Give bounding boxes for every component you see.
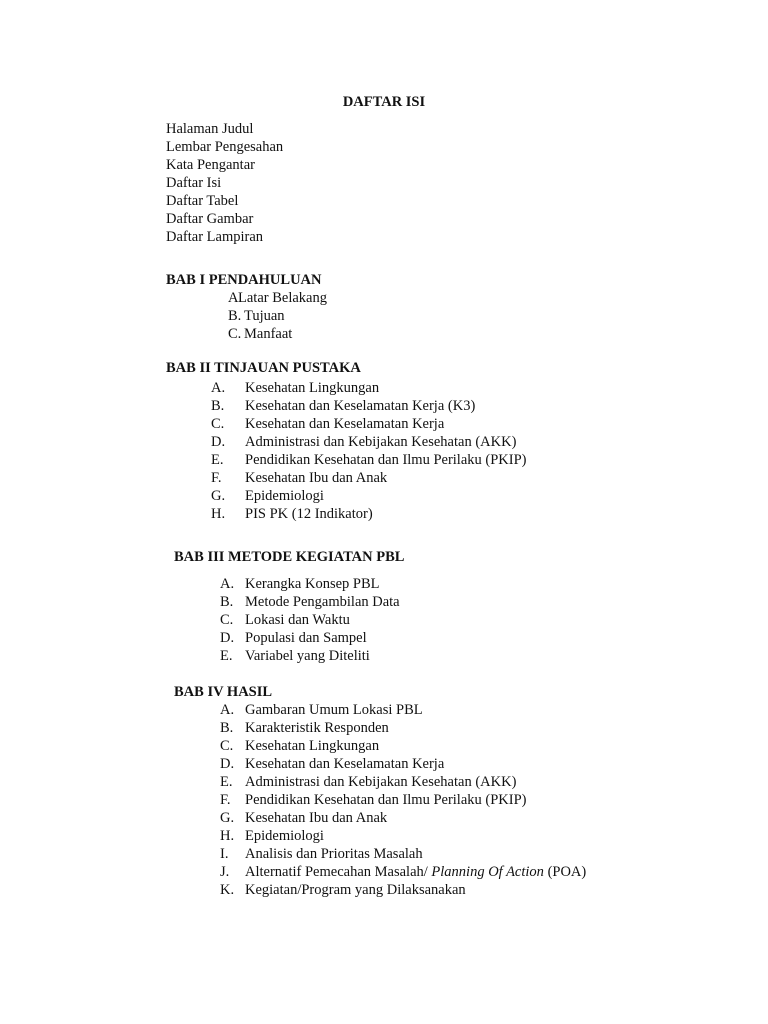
list-item: [211, 469, 526, 487]
item-letter: H.: [211, 506, 226, 522]
item-letter: G.: [220, 810, 235, 826]
list-item: [211, 415, 526, 433]
item-letter: C.: [211, 416, 225, 432]
item-letter: K.: [220, 882, 235, 898]
list-item: [228, 325, 327, 343]
list-item: [211, 379, 526, 397]
item-text: Karakteristik Responden: [245, 720, 389, 736]
item-letter: B.: [220, 720, 234, 736]
front-matter-item: Daftar Gambar: [166, 211, 254, 227]
item-letter: H.: [220, 828, 235, 844]
item-letter: A.: [211, 380, 226, 396]
item-text: Kesehatan dan Keselamatan Kerja: [245, 416, 445, 432]
list-item: [211, 487, 526, 505]
item-text: PIS PK (12 Indikator): [245, 506, 373, 522]
chapter-heading: BAB III METODE KEGIATAN PBL: [174, 549, 405, 565]
item-letter: B.: [228, 308, 242, 324]
item-letter: A.: [220, 702, 235, 718]
list-item: [220, 845, 586, 863]
list-item: [211, 451, 526, 469]
list-item: [220, 863, 586, 881]
item-letter: J.: [220, 864, 230, 880]
front-matter-list: [166, 120, 283, 246]
item-letter: F.: [220, 792, 231, 808]
item-text: Tujuan: [244, 308, 285, 324]
item-letter: I.: [220, 846, 229, 862]
item-letter: B.: [211, 398, 225, 414]
item-text: Variabel yang Diteliti: [245, 648, 370, 664]
item-text: Latar Belakang: [238, 290, 327, 306]
item-text: Kesehatan dan Keselamatan Kerja (K3): [245, 398, 476, 414]
item-text: [245, 863, 586, 881]
chapter-heading: BAB I PENDAHULUAN: [166, 272, 322, 288]
list-item: [220, 611, 400, 629]
front-matter-item: Daftar Lampiran: [166, 229, 264, 245]
list-item: [220, 827, 586, 845]
chapter-items: [220, 575, 400, 665]
item-text: Kesehatan dan Keselamatan Kerja: [245, 756, 445, 772]
item-letter: E.: [211, 452, 224, 468]
item-text: Administrasi dan Kebijakan Kesehatan (AKK): [245, 434, 517, 450]
front-matter-item: Daftar Tabel: [166, 193, 239, 209]
item-letter: C.: [220, 612, 234, 628]
item-text-italic: Planning Of Action: [431, 864, 544, 880]
page-title: DAFTAR ISI: [342, 94, 426, 110]
item-text: Kegiatan/Program yang Dilaksanakan: [245, 882, 466, 898]
list-item: [211, 397, 526, 415]
item-text: Metode Pengambilan Data: [245, 594, 400, 610]
list-item: [220, 809, 586, 827]
item-text: Gambaran Umum Lokasi PBL: [245, 702, 423, 718]
front-matter-item: Daftar Isi: [166, 175, 222, 191]
item-letter: G.: [211, 488, 226, 504]
item-letter: D.: [220, 756, 235, 772]
item-text: Administrasi dan Kebijakan Kesehatan (AKK): [245, 774, 517, 790]
item-text: Kesehatan Lingkungan: [245, 738, 380, 754]
list-item: [220, 629, 400, 647]
item-text: Manfaat: [244, 326, 293, 342]
list-item: [220, 755, 586, 773]
front-matter-item: Kata Pengantar: [166, 157, 255, 173]
list-item: [220, 773, 586, 791]
item-letter: E.: [220, 648, 233, 664]
item-text: Kesehatan Ibu dan Anak: [245, 470, 388, 486]
list-item: [220, 647, 400, 665]
list-item: [220, 737, 586, 755]
list-item: [228, 289, 327, 307]
list-item: [220, 719, 586, 737]
item-letter: A.: [228, 290, 243, 306]
list-item: [220, 575, 400, 593]
item-text: Epidemiologi: [245, 488, 324, 504]
chapter-items: [211, 379, 526, 523]
item-text-suffix: (POA): [543, 864, 587, 880]
item-letter: D.: [211, 434, 226, 450]
item-letter: B.: [220, 594, 234, 610]
item-letter: C.: [220, 738, 234, 754]
front-matter-item: Lembar Pengesahan: [166, 139, 284, 155]
item-text: Pendidikan Kesehatan dan Ilmu Perilaku (PKIP): [245, 792, 527, 808]
list-item: [211, 433, 526, 451]
chapter-heading: BAB II TINJAUAN PUSTAKA: [166, 360, 361, 376]
item-text: Epidemiologi: [245, 828, 324, 844]
list-item: [220, 593, 400, 611]
front-matter-item: Halaman Judul: [166, 121, 254, 137]
item-letter: F.: [211, 470, 222, 486]
item-text: Analisis dan Prioritas Masalah: [245, 846, 423, 862]
item-letter: E.: [220, 774, 233, 790]
list-item: [220, 881, 586, 899]
chapter-heading: BAB IV HASIL: [174, 684, 273, 700]
item-text: Kesehatan Ibu dan Anak: [245, 810, 388, 826]
item-text: Populasi dan Sampel: [245, 630, 367, 646]
item-letter: A.: [220, 576, 235, 592]
list-item: [220, 701, 586, 719]
list-item: [211, 505, 526, 523]
item-text: Lokasi dan Waktu: [245, 612, 350, 628]
list-item: [228, 307, 327, 325]
item-letter: C.: [228, 326, 242, 342]
item-text: Pendidikan Kesehatan dan Ilmu Perilaku (PKIP): [245, 452, 527, 468]
list-item: [220, 791, 586, 809]
item-text: Kerangka Konsep PBL: [245, 576, 380, 592]
item-letter: D.: [220, 630, 235, 646]
item-text: Kesehatan Lingkungan: [245, 380, 380, 396]
chapter-items: [220, 701, 586, 899]
chapter-items: [228, 289, 327, 343]
item-text-main: Alternatif Pemecahan Masalah/: [245, 864, 432, 880]
